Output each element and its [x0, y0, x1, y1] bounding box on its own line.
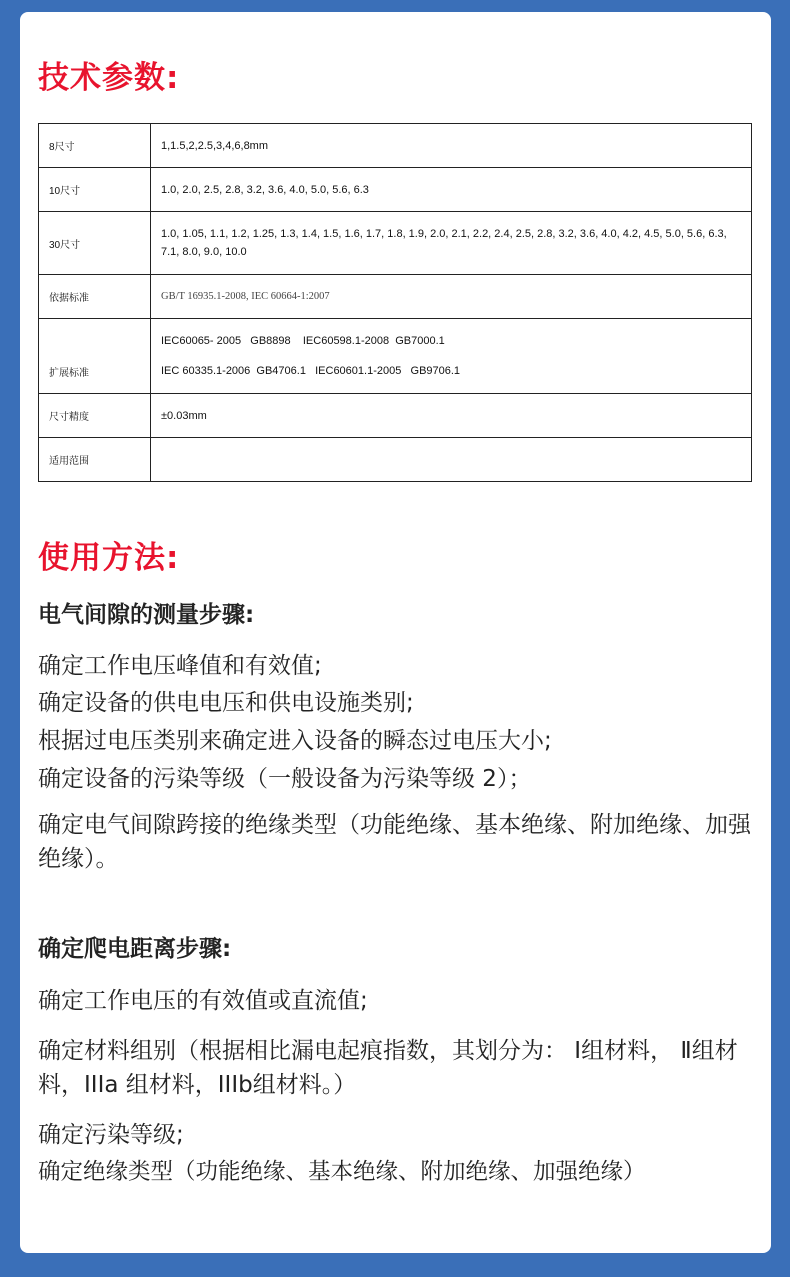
- table-row: [39, 319, 752, 394]
- row-label: 扩展标准: [39, 319, 151, 394]
- row-value: ±0.03mm: [151, 394, 752, 438]
- row-label: 8尺寸: [39, 124, 151, 168]
- row-label: 30尺寸: [39, 212, 151, 275]
- table-row: [39, 438, 752, 482]
- clearance-step: 确定工作电压峰值和有效值;: [38, 653, 322, 679]
- row-value: 1.0, 2.0, 2.5, 2.8, 3.2, 3.6, 4.0, 5.0, 5.6, 6.3: [151, 168, 752, 212]
- table-row: [39, 124, 752, 168]
- clearance-step: 确定电气间隙跨接的绝缘类型（功能绝缘、基本绝缘、附加绝缘、加强绝缘）。: [38, 812, 751, 872]
- table-row: [39, 212, 752, 275]
- row-value: [151, 438, 752, 482]
- table-row: [39, 275, 752, 319]
- usage-title: 使用方法:: [38, 540, 180, 576]
- creepage-step: 确定绝缘类型（功能绝缘、基本绝缘、附加绝缘、加强绝缘）: [38, 1159, 646, 1185]
- table-row: [39, 168, 752, 212]
- ext-standard-line-2: IEC 60335.1-2006 GB4706.1 IEC60601.1-2005 GB9706.1: [161, 365, 461, 377]
- row-value: 1,1.5,2,2.5,3,4,6,8mm: [151, 124, 752, 168]
- creepage-steps-title: 确定爬电距离步骤:: [38, 936, 232, 962]
- content-card: [20, 12, 771, 1253]
- clearance-step: 确定设备的污染等级（一般设备为污染等级 2）；: [38, 766, 532, 792]
- creepage-step: 确定污染等级;: [38, 1122, 184, 1148]
- row-value: 1.0, 1.05, 1.1, 1.2, 1.25, 1.3, 1.4, 1.5, 1.6, 1.7, 1.8, 1.9, 2.0, 2.1, 2.2, 2.4, 2.5, 2.8, 3.2, 3.6, 4.0, 4.2, 4.5, 5.0, 5.6, 6.3, 7.1, 8.0, 9.0, 10.0: [151, 212, 752, 275]
- row-label: 10尺寸: [39, 168, 151, 212]
- creepage-step: 确定材料组别（根据相比漏电起痕指数，其划分为： Ⅰ组材料， Ⅱ组材料，IIIa 组材料，IIIb组材料。）: [38, 1038, 738, 1098]
- creepage-step: 确定工作电压的有效值或直流值;: [38, 988, 368, 1014]
- clearance-step: 根据过电压类别来确定进入设备的瞬态过电压大小;: [38, 728, 552, 754]
- row-value: GB/T 16935.1-2008, IEC 60664-1:2007: [151, 275, 752, 319]
- row-label: 依据标准: [39, 275, 151, 319]
- tech-params-title: 技术参数:: [38, 60, 180, 96]
- row-label: 尺寸精度: [39, 394, 151, 438]
- row-label: 适用范围: [39, 438, 151, 482]
- ext-standard-line-1: IEC60065- 2005 GB8898 IEC60598.1-2008 GB7000.1: [161, 335, 445, 347]
- clearance-step: 确定设备的供电电压和供电设施类别;: [38, 690, 414, 716]
- params-table: [38, 123, 752, 482]
- row-value: [151, 319, 752, 394]
- clearance-steps-title: 电气间隙的测量步骤:: [38, 602, 255, 628]
- table-row: [39, 394, 752, 438]
